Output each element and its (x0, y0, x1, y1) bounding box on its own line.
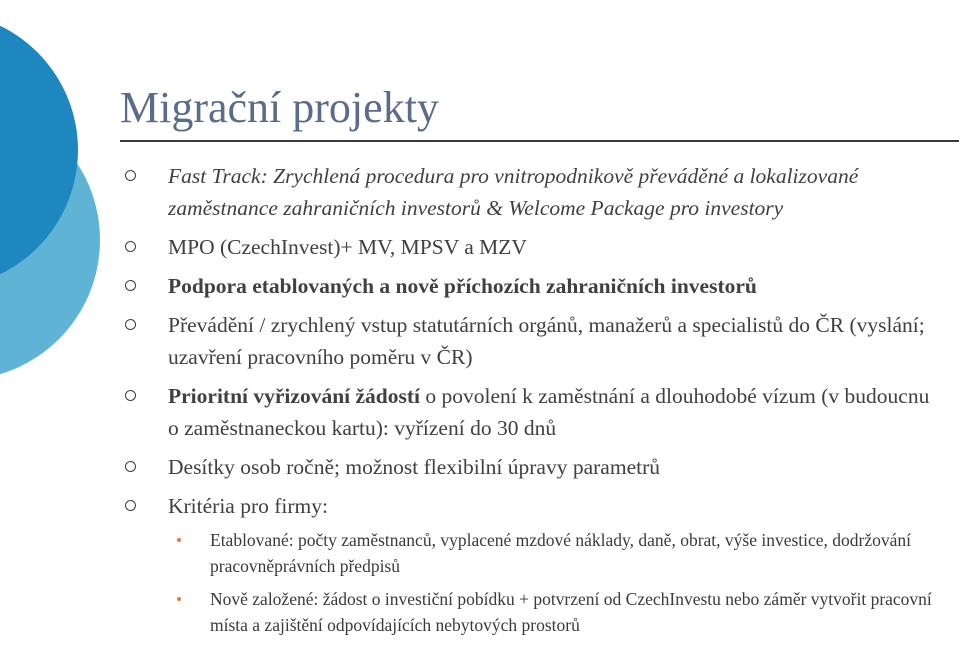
bullet-text: Převádění / zrychlený vstup statutárních orgánů, manažerů a specialistů do ČR (vyslání; uzavření pracovního poměru v ČR) (168, 313, 925, 369)
dot-bullet-icon (177, 538, 181, 542)
bullet-bold-text: Prioritní vyřizování žádostí (168, 384, 420, 408)
bullet-text: MPO (CzechInvest)+ MV, MPSV a MZV (168, 235, 527, 259)
title-divider (120, 140, 959, 142)
bullet-list (125, 160, 945, 645)
bullet-persons (125, 451, 945, 483)
circle-bullet-icon (125, 461, 136, 472)
sub-bullet-text: Nově založené: žádost o investiční pobídku + potvrzení od CzechInvestu nebo záměr vytvořit pracovní místa a zajištění odpovídajících nebytových prostorů (210, 589, 932, 635)
bullet-text: o povolení k zaměstnání a dlouhodobé vízum (v budoucnu o zaměstnaneckou kartu): vyřízení do 30 dnů (168, 384, 930, 440)
bullet-text: Podpora etablovaných a nově příchozích zahraničních investorů (168, 274, 757, 298)
page-title: Migrační projekty (120, 83, 439, 132)
circle-bullet-icon (125, 170, 136, 181)
decorative-circles (0, 0, 120, 400)
circle-bullet-icon (125, 241, 136, 252)
sub-bullet-list (125, 527, 945, 638)
bullet-ministries (125, 231, 945, 263)
bullet-text: Kritéria pro firmy: (168, 494, 329, 518)
sub-bullet-new (168, 586, 945, 638)
sub-bullet-established (168, 527, 945, 579)
bullet-text: Fast Track: Zrychlená procedura pro vnitropodnikově převáděné a lokalizované zaměstnance zahraničních investorů & Welcome Package pro investory (168, 164, 859, 220)
circle-bullet-icon (125, 280, 136, 291)
bullet-criteria (125, 490, 945, 522)
circle-bullet-icon (125, 319, 136, 330)
dark-blue-circle (0, 12, 78, 288)
circle-bullet-icon (125, 500, 136, 511)
dot-bullet-icon (177, 597, 181, 601)
bullet-text: Desítky osob ročně; možnost flexibilní úpravy parametrů (168, 455, 660, 479)
bullet-transfer (125, 309, 945, 373)
bullet-priority (125, 380, 945, 444)
bullet-fast-track (125, 160, 945, 224)
sub-bullet-text: Etablované: počty zaměstnanců, vyplacené mzdové náklady, daně, obrat, výše investice, dodržování pracovněprávních předpisů (210, 530, 912, 576)
bullet-support (125, 270, 945, 302)
circle-bullet-icon (125, 390, 136, 401)
light-blue-circle (0, 100, 100, 380)
